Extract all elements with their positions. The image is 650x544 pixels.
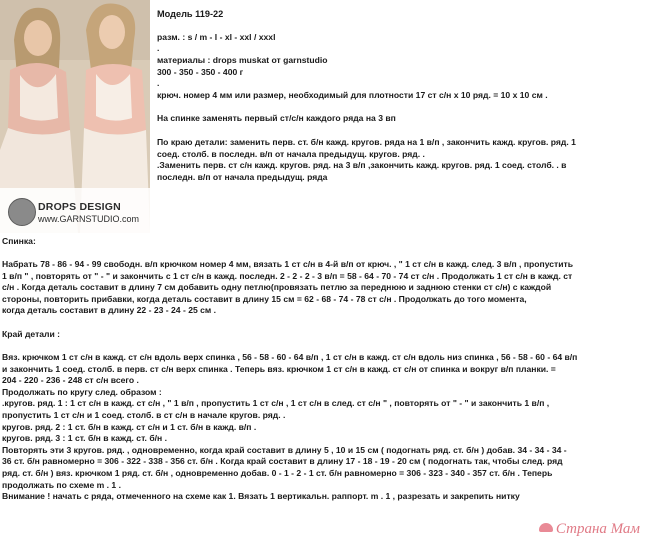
back-instructions: Набрать 78 - 86 - 94 - 99 свободн. в/п крючком номер 4 мм, вязать 1 ст с/н в 4-й в/п от крюч. , " 1 ст с/н в кажд. след. 3 в/п , пропустить 1 в/п " , повторять от " - " и закончить с 1 ст с/н в кажд. последн. 2 - 2 - 2 - 3 в/п = 58 - 64 - 70 - 74 ст с/н . Продолжать 1 ст с/н в кажд. ст с/н . Когда деталь составит в длину 7 см добавить одну петлю(провязать петлю за переднюю и заднюю стенки ст с/н) с каждой стороны, повторить прибавки, когда деталь составит в длину 15 см = 62 - 68 - 74 - 78 ст с/н . Продолжать до того момента, когда деталь составит в длину 22 - 23 - 24 - 25 см .: [2, 259, 574, 316]
hat-icon: [539, 523, 553, 532]
drops-logo: [8, 196, 148, 230]
model-title: Модель 119-22: [157, 9, 224, 19]
brand-website: www.GARNSTUDIO.com: [38, 214, 140, 224]
separator-dot: .: [157, 78, 160, 88]
brand-name: DROPS DESIGN: [38, 201, 121, 213]
drops-logo-icon: [8, 198, 36, 226]
watermark: [539, 521, 640, 538]
back-heading: Спинка:: [2, 236, 36, 246]
model-photo: [0, 0, 150, 233]
edge-instructions: Вяз. крючком 1 ст с/н в кажд. ст с/н вдоль верх спинка , 56 - 58 - 60 - 64 в/п , 1 ст с/н в кажд. ст с/н вдоль низ спинка , 56 - 58 - 60 - 64 в/п и закончить 1 соед. столб. в перв. ст с/н верх спинка . Теперь вяз. крючком 1 ст с/н в кажд. ст с/н от спинка и вокруг в/п планки. = 204 - 220 - 236 - 248 ст с/н всего . Продолжать по кругу след. образом : .кругов. ряд. 1 : 1 ст с/н в кажд. ст с/н , " 1 в/п , пропустить 1 ст с/н , 1 ст с/н в след. ст с/н " , повторять от " - " и закончить 1 в/п , пропустить 1 ст с/н и 1 соед. столб. в ст с/н в начале кругов. ряд. . кругов. ряд. 2 : 1 ст. б/н в кажд. ст с/н и 1 ст. б/н в кажд. в/п . кругов. ряд. 3 : 1 ст. б/н в кажд. ст. б/н . Повторять эти 3 кругов. ряд. , одновременно, когда край составит в длину 5 , 10 и 15 см ( подогнать ряд. ст. б/н ) добав. 34 - 34 - 34 - 36 ст. б/н равномерно = 306 - 322 - 338 - 356 ст. б/н . Когда край составит в длину 17 - 18 - 19 - 20 см ( подогнать так, чтобы след. ряд ряд. ст. б/н ) вяз. крючком 1 ряд. ст. б/н , одновременно добав. 0 - 1 - 2 - 1 ст. б/н равномерно = 306 - 323 - 340 - 357 ст. б/н . Теперь продолжать по схеме m . 1 . Внимание ! начать с ряда, отмеченного на схеме как 1. Вязать 1 вертикальн. раппорт. m . 1 , разрезать и закрепить нитку: [2, 352, 578, 502]
edge-note: По краю детали: заменить перв. ст. б/н кажд. кругов. ряда на 1 в/п , закончить кажд. кругов. ряд. 1 соед. столб. в последн. в/п от начала предыдущ. кругов. ряд. . .Заменить перв. ст с/н кажд. кругов. ряд. на 3 в/п ,закончить кажд. кругов. ряд. 1 соед. столб. . в последн. в/п от начала предыдущ. ряда: [157, 137, 576, 182]
hook-gauge: крюч. номер 4 мм или размер, необходимый для плотности 17 ст с/н х 10 ряд. = 10 х 10 см .: [157, 90, 548, 100]
amounts: 300 - 350 - 350 - 400 г: [157, 67, 244, 77]
materials: материалы : drops muskat от garnstudio: [157, 55, 328, 65]
separator-dot: .: [157, 43, 160, 53]
watermark-text: Страна Мам: [555, 521, 640, 537]
edge-heading: Край детали :: [2, 329, 61, 339]
sizes: разм. : s / m - l - xl - xxl / xxxl: [157, 32, 276, 42]
back-note: На спинке заменять первый ст/с/н каждого ряда на 3 вп: [157, 113, 396, 123]
